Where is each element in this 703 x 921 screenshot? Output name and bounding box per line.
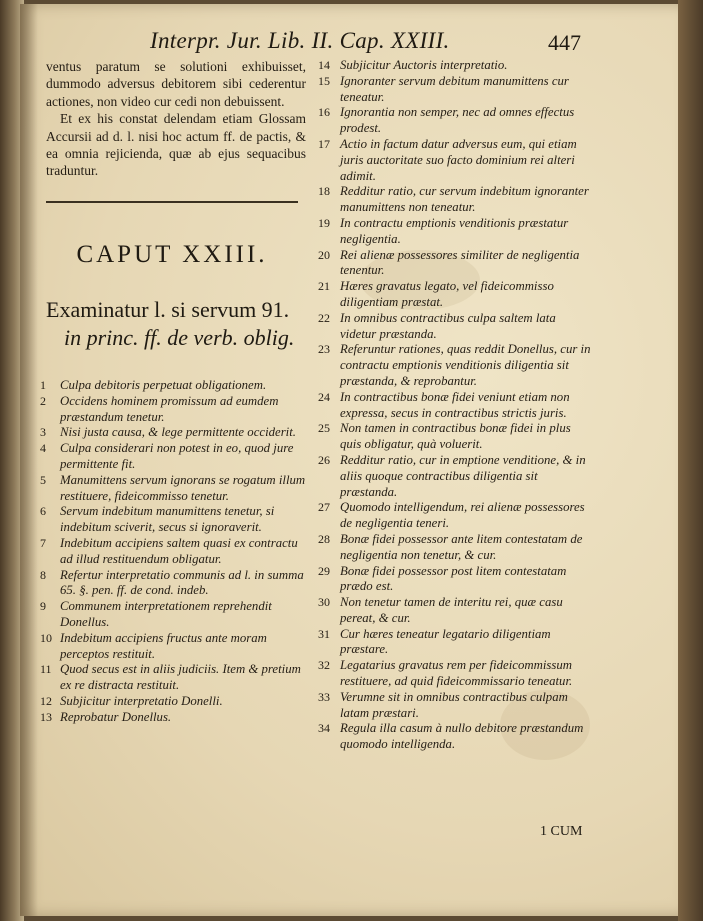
summary-item-text: Reprobatur Donellus.	[60, 709, 172, 724]
summary-item-number: 13	[40, 709, 52, 724]
summary-item-text: Communem interpretationem reprehendit Donellus.	[60, 599, 272, 629]
summary-item-number: 25	[318, 421, 330, 436]
summary-item	[40, 536, 306, 568]
chapter-title: CAPUT XXIII.	[76, 241, 268, 268]
summary-item-number: 2	[40, 393, 46, 408]
summary-item	[40, 631, 306, 663]
summary-item-number: 4	[40, 441, 46, 456]
subtitle-line-2: in princ. ff. de verb. oblig.	[64, 325, 295, 350]
summary-item-number: 27	[318, 500, 330, 515]
summary-item-number: 3	[40, 425, 46, 440]
summary-item	[40, 394, 306, 426]
summary-item	[318, 105, 593, 137]
summary-item-text: Ignoranter servum debitum manumittens cur teneatur.	[340, 73, 569, 104]
summary-item	[318, 532, 593, 564]
summary-item-number: 29	[318, 563, 330, 578]
summary-item-text: In contractibus bonæ fidei veniunt etiam non expressa, secus in contractibus strictis juris.	[340, 389, 570, 420]
summary-item	[40, 425, 306, 441]
chapter-subtitle	[46, 296, 306, 352]
summary-item-text: Ignorantia non semper, nec ad omnes effectus prodest.	[340, 105, 575, 136]
summary-item-text: Nisi justa causa, & lege permittente occiderit.	[60, 425, 296, 440]
summary-item-number: 32	[318, 658, 330, 673]
summary-item-number: 1	[40, 378, 46, 392]
summary-item-number: 8	[40, 567, 46, 582]
summary-item-number: 5	[40, 472, 46, 487]
summary-item-text: Manumittens servum ignorans se rogatum illum restituere, fideicommisso tenetur.	[60, 472, 306, 503]
summary-item-text: Culpa debitoris perpetuat obligationem.	[60, 378, 267, 392]
summary-item-number: 28	[318, 531, 330, 546]
summary-item-number: 7	[40, 535, 46, 550]
summary-item-number: 23	[318, 342, 330, 357]
subtitle-line-1: Examinatur l. si servum 91.	[46, 297, 290, 322]
summary-item-text: Non tamen in contractibus bonæ fidei in plus quis obligatur, quà voluerit.	[340, 421, 571, 452]
spine-shadow	[20, 4, 38, 916]
summary-item	[318, 564, 593, 596]
summary-item-text: Quomodo intelligendum, rei alienæ possessores de negligentia teneri.	[340, 500, 585, 531]
summary-item	[318, 500, 593, 532]
summary-item	[318, 690, 593, 722]
summary-item-number: 10	[40, 630, 52, 645]
summary-item	[318, 658, 593, 690]
summary-item-text: Servum indebitum manumittens tenetur, si indebitum sciverit, secus si ignoraverit.	[60, 504, 275, 535]
summary-list-left	[40, 378, 306, 726]
summary-item	[318, 342, 593, 389]
prose-paragraph: Et ex his constat delendam etiam Glossam Accursii ad d. l. nisi hoc actum ff. de pactis, & ea omnia rejicienda, quæ ab ejus sequacibus traduntur.	[46, 111, 306, 179]
summary-item	[318, 390, 593, 422]
summary-item-number: 20	[318, 247, 330, 262]
summary-item-number: 6	[40, 504, 46, 519]
summary-item-text: Legatarius gravatus rem per fideicommissum restituere, ad quid fideicommissario teneatur.	[340, 658, 573, 689]
summary-item-text: Bonæ fidei possessor ante litem contestatam de negligentia non tenetur, & cur.	[340, 531, 583, 562]
summary-item-text: Refertur interpretatio communis ad l. in summa 65. §. pen. ff. de cond. indeb.	[60, 567, 304, 598]
summary-item-text: Indebitum accipiens saltem quasi ex contractu ad illud restituendum obligatur.	[60, 535, 298, 566]
running-head: Interpr. Jur. Lib. II. Cap. XXIII.	[150, 28, 450, 53]
summary-item-text: Non tenetur tamen de interitu rei, quæ casu pereat, & cur.	[340, 595, 563, 625]
summary-item-text: Bonæ fidei possessor post litem contestatam prædo est.	[340, 563, 567, 594]
summary-item	[318, 216, 593, 248]
catchword: 1 CUM	[540, 824, 583, 839]
left-prose	[46, 58, 306, 180]
page-number: 447	[548, 30, 581, 55]
summary-item-text: Cur hæres teneatur legatario diligentiam præstare.	[340, 626, 551, 657]
summary-item-text: Redditur ratio, cur servum indebitum ignoranter manumittens non teneatur.	[340, 184, 589, 215]
prose-paragraph: ventus paratum se solutioni exhibuisset, dummodo adversus debitorem sibi cederentur actiones, non video cur cedi non debuissent.	[46, 59, 306, 109]
summary-item-text: In contractu emptionis venditionis præstatur negligentia.	[340, 215, 569, 246]
summary-item	[40, 568, 306, 600]
summary-item-number: 17	[318, 136, 330, 151]
summary-item	[318, 421, 593, 453]
summary-item-text: Occidens hominem promissum ad eumdem præstandum tenetur.	[60, 393, 279, 424]
summary-item-text: Actio in factum datur adversus eum, qui etiam juris auctoritate suo facto dominium rei alteri adimit.	[340, 136, 577, 183]
summary-item-number: 31	[318, 626, 330, 641]
summary-item	[40, 694, 306, 710]
summary-item-number: 26	[318, 452, 330, 467]
summary-item-text: Referuntur rationes, quas reddit Donellus, cur in contractu emptionis venditionis diligentia sit præstanda, & reprobantur.	[340, 342, 591, 388]
summary-item	[318, 58, 593, 74]
book-right-edge	[678, 0, 703, 921]
summary-item-number: 14	[318, 58, 330, 72]
summary-item	[318, 184, 593, 216]
summary-item-number: 34	[318, 721, 330, 736]
summary-item-text: Quod secus est in aliis judiciis. Item & pretium ex re distracta restituit.	[60, 662, 301, 693]
summary-item	[40, 599, 306, 631]
summary-item	[318, 74, 593, 106]
summary-item	[40, 662, 306, 694]
summary-item	[40, 710, 306, 726]
summary-item-text: Subjicitur Auctoris interpretatio.	[340, 58, 508, 72]
summary-item	[318, 453, 593, 500]
summary-item-text: Culpa considerari non potest in eo, quod jure permittente fit.	[60, 441, 294, 471]
summary-item-number: 21	[318, 279, 330, 294]
summary-item	[318, 595, 593, 627]
summary-item-text: Redditur ratio, cur in emptione venditione, & in aliis quoque contractibus diligentia sit præstanda.	[340, 452, 586, 499]
summary-item-text: Rei alienæ possessores similiter de negligentia tenentur.	[340, 247, 580, 278]
summary-item	[318, 721, 593, 753]
summary-item	[318, 311, 593, 343]
summary-item	[318, 137, 593, 184]
summary-item	[318, 627, 593, 659]
summary-item	[318, 279, 593, 311]
summary-item	[318, 248, 593, 280]
summary-item-number: 12	[40, 693, 52, 708]
summary-item-number: 15	[318, 73, 330, 88]
summary-item	[40, 441, 306, 473]
summary-item-text: Verumne sit in omnibus contractibus culpam latam præstari.	[340, 689, 568, 720]
summary-item-text: Hæres gravatus legato, vel fideicommisso diligentiam præstat.	[340, 279, 554, 309]
summary-item-number: 33	[318, 689, 330, 704]
summary-item	[40, 473, 306, 505]
summary-item-text: Indebitum accipiens fructus ante moram perceptos restituit.	[60, 630, 267, 661]
summary-item-text: Subjicitur interpretatio Donelli.	[60, 693, 223, 708]
summary-item-text: In omnibus contractibus culpa saltem lata videtur præstanda.	[340, 310, 556, 341]
summary-item-number: 18	[318, 184, 330, 199]
summary-item-number: 24	[318, 389, 330, 404]
summary-item-number: 30	[318, 595, 330, 610]
summary-item-number: 22	[318, 310, 330, 325]
summary-item-number: 11	[40, 662, 52, 677]
summary-item	[40, 504, 306, 536]
summary-item-number: 16	[318, 105, 330, 120]
summary-item-number: 9	[40, 599, 46, 614]
section-divider	[46, 201, 298, 203]
summary-list-right	[318, 58, 593, 753]
summary-item-number: 19	[318, 215, 330, 230]
summary-item	[40, 378, 306, 394]
summary-item-text: Regula illa casum à nullo debitore præstandum quomodo intelligenda.	[340, 721, 584, 752]
